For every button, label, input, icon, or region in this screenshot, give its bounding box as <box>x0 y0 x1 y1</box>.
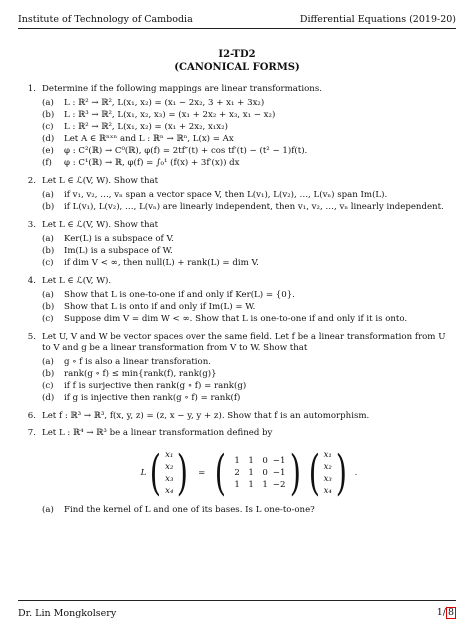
exercise-statement: Let L ∈ ℒ(V, W). Show that <box>42 176 159 186</box>
left-paren: ( <box>215 445 227 501</box>
sub-question-label: (b) <box>42 302 55 312</box>
footer-author: Dr. Lin Mongkolsery <box>18 607 117 619</box>
sub-question <box>42 314 456 325</box>
matrix-entry: 1 <box>248 456 254 466</box>
footer-rule <box>18 600 456 601</box>
header-course: Differential Equations (2019-20) <box>299 14 456 25</box>
map-symbol: L <box>140 467 147 478</box>
exercise-3 <box>18 220 456 270</box>
exercise-body <box>42 428 456 517</box>
sub-question-label: (a) <box>42 190 54 200</box>
exercise-statement: Let f : ℝ³ → ℝ³, f(x, y, z) = (z, x − y, y + z). Show that f is an automorphism. <box>42 411 370 421</box>
vector-entry: x₃ <box>165 474 174 484</box>
sub-question-label: (d) <box>42 134 55 144</box>
sub-question-text: Find the kernel of L and one of its bases. Is L one-to-one? <box>64 505 315 515</box>
exercise-statement: Let U, V and W be vector spaces over the same field. Let f be a linear transformation from U to V and g be a linear transformation from V to W. Show that <box>42 332 446 353</box>
sub-question <box>42 98 456 109</box>
sub-question <box>42 393 456 404</box>
vector-entry: x₄ <box>323 486 332 496</box>
sub-question <box>42 146 456 157</box>
exercise-number: 2. <box>27 176 36 186</box>
matrix-entry: 1 <box>262 480 268 490</box>
sub-question <box>42 369 456 380</box>
exercise-statement: Let L : ℝ⁴ → ℝ³ be a linear transformation defined by <box>42 428 273 438</box>
header-rule <box>18 28 456 29</box>
equation-end: . <box>354 467 358 478</box>
sub-question-list <box>42 357 456 404</box>
matrix-entry: 1 <box>248 480 254 490</box>
sub-question-label: (c) <box>42 258 54 268</box>
matrix-entry: −2 <box>272 480 286 490</box>
sub-question-label: (b) <box>42 202 55 212</box>
exercise-2 <box>18 176 456 214</box>
sub-question-label: (a) <box>42 290 54 300</box>
sub-question-label: (c) <box>42 314 54 324</box>
sub-question-label: (a) <box>42 98 54 108</box>
sub-question-text: Show that L is onto if and only if Im(L) = W. <box>64 302 256 312</box>
exercise-body <box>42 176 456 214</box>
exercise-number: 5. <box>27 332 36 342</box>
header-institute: Institute of Technology of Cambodia <box>18 14 193 25</box>
exercise-7 <box>18 428 456 517</box>
vector-entry: x₂ <box>165 462 174 472</box>
exercise-4 <box>18 276 456 326</box>
equals-sign: = <box>198 467 206 478</box>
sub-question-label: (a) <box>42 234 54 244</box>
vector-entry: x₂ <box>323 462 332 472</box>
exercise-number: 4. <box>27 276 36 286</box>
sub-question-text: if v₁, v₂, …, vₙ span a vector space V, then L(v₁), L(v₂), …, L(vₙ) span Im(L). <box>64 190 388 200</box>
page-sep: / <box>442 607 446 618</box>
sub-question-text: Suppose dim V = dim W < ∞. Show that L is one-to-one if and only if it is onto. <box>64 314 408 324</box>
exercise-1 <box>18 84 456 170</box>
exercise-statement: Let L ∈ ℒ(V, W). <box>42 276 112 286</box>
exercise-statement: Determine if the following mappings are linear transformations. <box>42 84 322 94</box>
page-footer <box>18 605 456 621</box>
vector-entries <box>165 449 173 497</box>
sub-question <box>42 357 456 368</box>
sub-question <box>42 158 456 169</box>
matrix-entry: 1 <box>234 480 240 490</box>
sub-question-text: L : ℝ² → ℝ², L(x₁, x₂) = (x₁ + 2x₂, x₁x₂) <box>64 122 228 132</box>
vector-entries <box>324 449 332 497</box>
vector-entry: x₃ <box>323 474 332 484</box>
sub-question-label: (a) <box>42 505 54 515</box>
sub-question-list <box>42 234 456 269</box>
exercise-body <box>42 332 456 405</box>
left-paren: ( <box>308 445 320 501</box>
sub-question-list <box>42 190 456 213</box>
sub-question-text: L : ℝ² → ℝ², L(x₁, x₂) = (x₁ − 2x₂, 3 + x₁ + 3x₂) <box>64 98 265 108</box>
sub-question <box>42 246 456 257</box>
exercise-number: 3. <box>27 220 36 230</box>
vector-entry: x₁ <box>165 450 174 460</box>
page-total-link[interactable]: 8 <box>447 607 454 618</box>
sub-question-text: Show that L is one-to-one if and only if Ker(L) = {0}. <box>64 290 295 300</box>
sub-question-text: Ker(L) is a subspace of V. <box>64 234 174 244</box>
sub-question <box>42 505 456 516</box>
sub-question-list <box>42 505 456 516</box>
exercise-number: 1. <box>27 84 36 94</box>
sub-question-text: if g is injective then rank(g ∘ f) = rank(f) <box>64 393 241 403</box>
sub-question-label: (b) <box>42 369 55 379</box>
sub-question <box>42 258 456 269</box>
matrix-entry: 2 <box>234 468 240 478</box>
sub-question-text: Let A ∈ ℝⁿˣⁿ and L : ℝⁿ → ℝⁿ, L(x) = Ax <box>64 134 234 144</box>
sub-question-text: L : ℝ³ → ℝ², L(x₁, x₂, x₃) = (x₁ + 2x₂ + x₃, x₁ − x₂) <box>64 110 276 120</box>
vector-entry: x₄ <box>165 486 174 496</box>
page-current: 1 <box>436 607 443 618</box>
exercise-body <box>42 411 456 422</box>
sub-question <box>42 134 456 145</box>
sub-question-text: if L(v₁), L(v₂), …, L(vₙ) are linearly independent, then v₁, v₂, …, vₙ linearly independent. <box>64 202 444 212</box>
sub-question <box>42 302 456 313</box>
sub-question <box>42 290 456 301</box>
matrix-equation <box>42 445 456 501</box>
sub-question-text: if dim V < ∞, then null(L) + rank(L) = dim V. <box>64 258 259 268</box>
sub-question <box>42 202 456 213</box>
exercise-5 <box>18 332 456 405</box>
vector-entry: x₁ <box>323 450 332 460</box>
matrix-entry: 0 <box>262 456 268 466</box>
sub-question-text: Im(L) is a subspace of W. <box>64 246 173 256</box>
sub-question-text: φ : C²(ℝ) → C⁰(ℝ), φ(f) = 2tf″(t) + cos tf′(t) − (t² − 1)f(t). <box>64 146 308 156</box>
input-vector <box>146 445 192 501</box>
sub-question-label: (b) <box>42 110 55 120</box>
matrix-entries <box>230 455 286 491</box>
matrix-entry: 0 <box>262 468 268 478</box>
sub-question-label: (c) <box>42 381 54 391</box>
matrix-entry: −1 <box>272 456 286 466</box>
exercise-body <box>42 276 456 326</box>
sub-question-label: (a) <box>42 357 54 367</box>
sub-question-label: (c) <box>42 122 54 132</box>
sub-question-label: (d) <box>42 393 55 403</box>
exercise-6 <box>18 411 456 422</box>
exercise-number: 7. <box>27 428 36 438</box>
right-paren: ) <box>289 445 302 501</box>
exercise-body <box>42 220 456 270</box>
sub-question <box>42 110 456 121</box>
exercise-body <box>42 84 456 170</box>
sub-question-label: (b) <box>42 246 55 256</box>
sub-question <box>42 122 456 133</box>
doc-subtitle: (CANONICAL FORMS) <box>174 62 300 73</box>
page-header <box>18 9 456 25</box>
sub-question-list <box>42 290 456 325</box>
page-indicator[interactable] <box>437 607 456 619</box>
sub-question-text: if f is surjective then rank(g ∘ f) = rank(g) <box>64 381 247 391</box>
sub-question-text: rank(g ∘ f) ≤ min{rank(f), rank(g)} <box>64 369 217 379</box>
exercise-number: 6. <box>27 411 36 421</box>
sub-question-list <box>42 98 456 169</box>
multiplied-vector <box>305 445 351 501</box>
exercise-statement: Let L ∈ ℒ(V, W). Show that <box>42 220 159 230</box>
matrix-entry: 1 <box>234 456 240 466</box>
matrix-entry: 1 <box>248 468 254 478</box>
right-paren: ) <box>335 445 347 501</box>
left-paren: ( <box>150 445 162 501</box>
sub-question <box>42 190 456 201</box>
doc-title: I2-TD2 <box>218 49 256 60</box>
right-paren: ) <box>177 445 189 501</box>
sub-question-label: (f) <box>42 158 52 168</box>
sub-question-text: φ : C¹(ℝ) → ℝ, φ(f) = ∫₀¹ (f(x) + 3f′(x)) dx <box>64 158 240 168</box>
sub-question-label: (e) <box>42 146 54 156</box>
coefficient-matrix <box>211 445 304 501</box>
sub-question <box>42 381 456 392</box>
exercise-list <box>18 78 456 517</box>
matrix-entry: −1 <box>272 468 286 478</box>
sub-question <box>42 234 456 245</box>
sub-question-text: g ∘ f is also a linear transforation. <box>64 357 211 367</box>
